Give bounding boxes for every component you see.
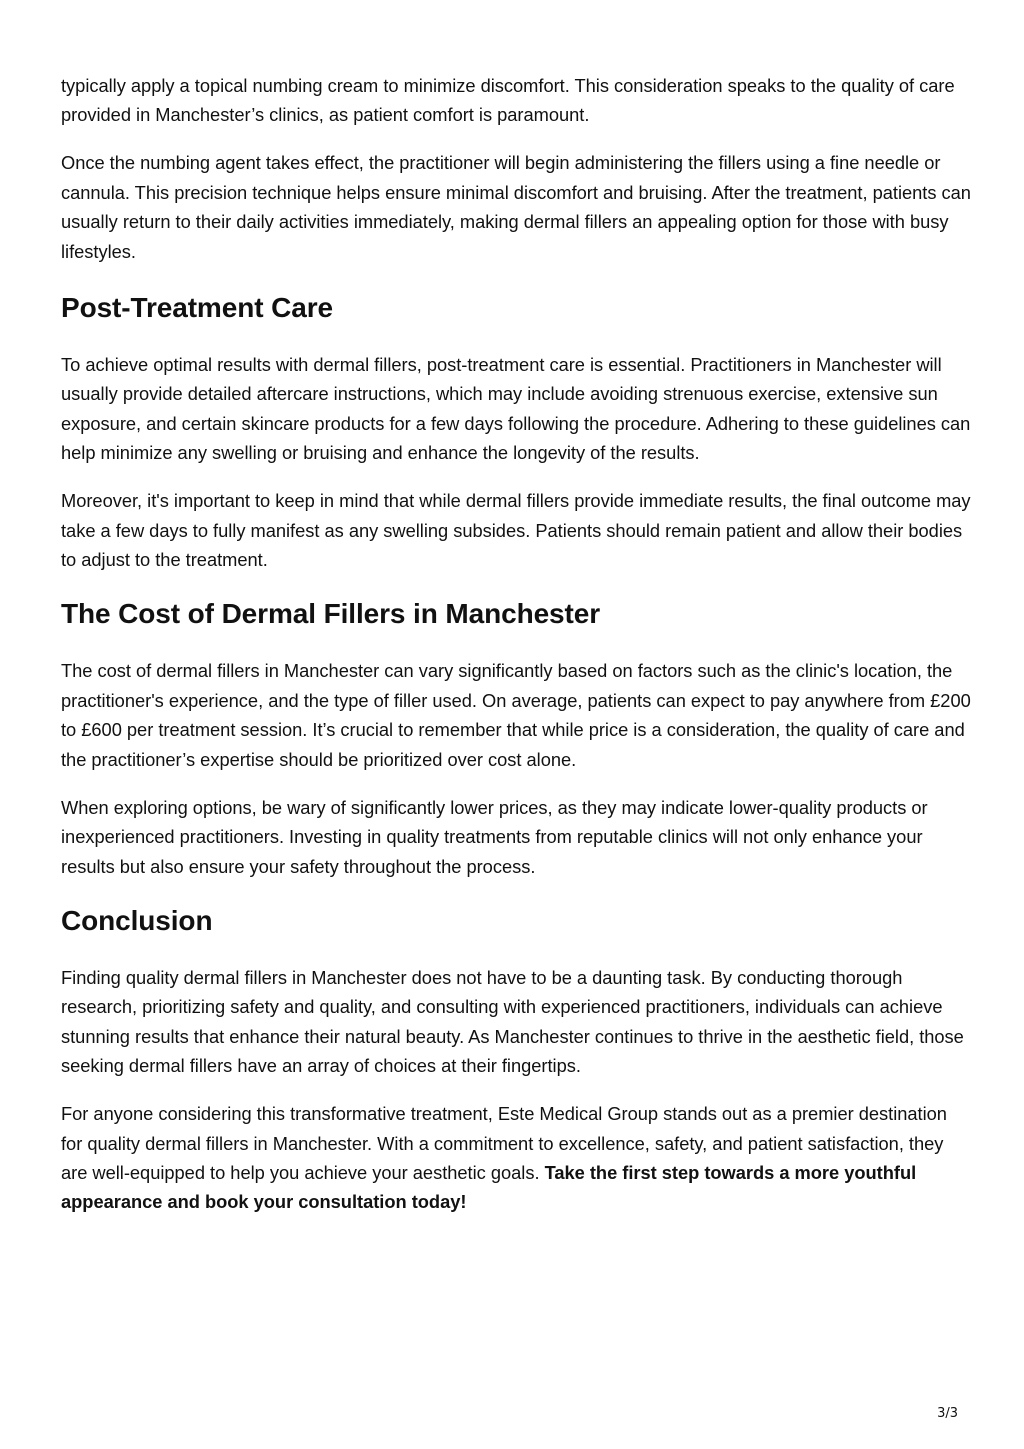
call-to-action: Take the first step towards a more youthful appearance and book your consultation today! [61,1161,917,1213]
cost-paragraph-1: The cost of dermal fillers in Manchester can vary significantly based on factors such as the clinic's location, the practitioner's experience, and the type of filler used. On average, patients can expect to pay anywhere from £200 to £600 per treatment session. It’s crucial to remember that while price is a consideration, the quality of care and the practitioner’s expertise should be prioritized over cost alone. [61,660,971,770]
page-number: 3/3 [937,1406,958,1421]
conclusion-heading: Conclusion [61,904,213,936]
cost-heading: The Cost of Dermal Fillers in Manchester [61,598,601,630]
intro-paragraph-1: typically apply a topical numbing cream to minimize discomfort. This consideration speaks to the quality of care provided in Manchester’s clinics, as patient comfort is paramount. [61,75,955,126]
cost-paragraph-2: When exploring options, be wary of significantly lower prices, as they may indicate lower-quality products or inexperienced practitioners. Investing in quality treatments from reputable clinics will not only enhance your results but also ensure your safety throughout the process. [61,796,928,877]
intro-paragraph-2: Once the numbing agent takes effect, the practitioner will begin administering the fillers using a fine needle or cannula. This precision technique helps ensure minimal discomfort and bruising. After the treatment, patients can usually return to their daily activities immediately, making dermal fillers an appealing option for those with busy lifestyles. [61,152,971,262]
conclusion-paragraph-2 [61,1099,971,1217]
conclusion-paragraph-2-text: For anyone considering this transformative treatment, Este Medical Group stands out as a premier destination for quality dermal fillers in Manchester. With a commitment to excellence, safety, and patient satisfaction, they are well-equipped to help you achieve your aesthetic goals. [61,1103,947,1183]
post-treatment-paragraph-1: To achieve optimal results with dermal fillers, post-treatment care is essential. Practitioners in Manchester will usually provide detailed aftercare instructions, which may include avoiding strenuous exercise, extensive sun exposure, and certain skincare products for a few days following the procedure. Adhering to these guidelines can help minimize any swelling or bruising and enhance the longevity of the results. [61,354,971,464]
document-body [61,71,971,1235]
post-treatment-heading: Post-Treatment Care [61,292,333,324]
conclusion-paragraph-1: Finding quality dermal fillers in Manchester does not have to be a daunting task. By conducting thorough research, prioritizing safety and quality, and consulting with experienced practitioners, individuals can achieve stunning results that enhance their natural beauty. As Manchester continues to thrive in the aesthetic field, those seeking dermal fillers have an array of choices at their fingertips. [61,966,964,1077]
post-treatment-paragraph-2: Moreover, it's important to keep in mind that while dermal fillers provide immediate results, the final outcome may take a few days to fully manifest as any swelling subsides. Patients should remain patient and allow their bodies to adjust to the treatment. [61,490,971,571]
